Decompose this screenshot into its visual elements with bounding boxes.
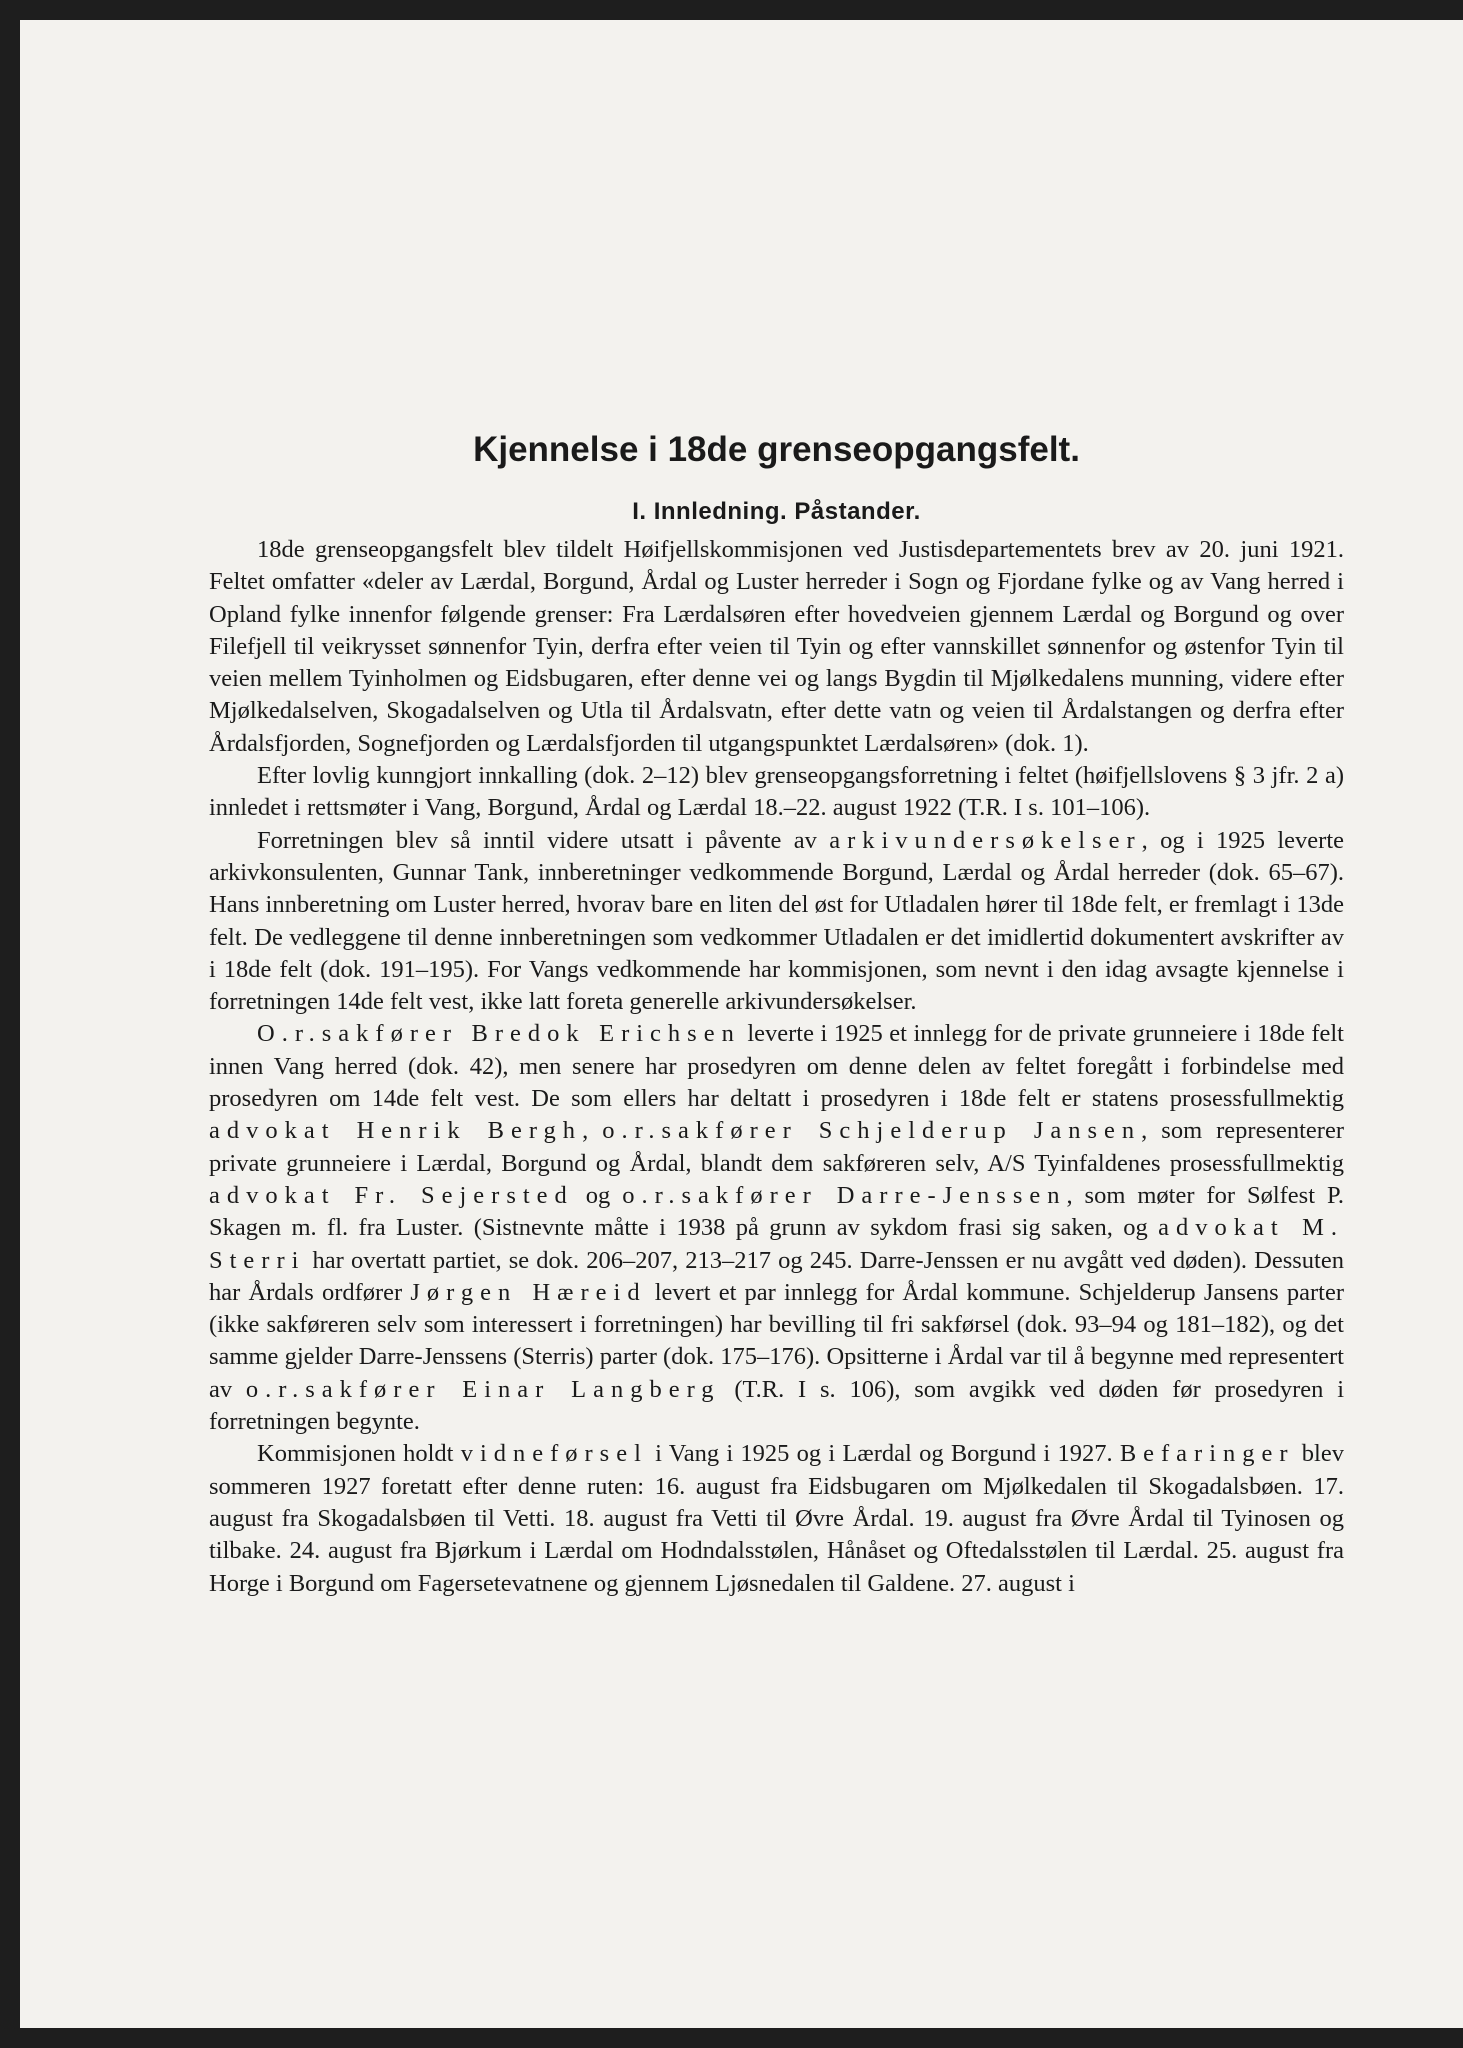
paragraph-5-text-a: Kommisjonen holdt [257,1440,461,1468]
paragraph-2 [209,760,1344,825]
paragraph-4-text-l: har overtatt partiet, se dok. 206–207, 213–217 og 245. Darre-Jenssen er nu avgått ved døden). Dessuten har Årdals ordfører [209,1246,1344,1306]
spaced-term-vidneforsel: vidneførsel [460,1440,648,1468]
page-content [209,430,1344,1600]
paragraph-1 [209,534,1344,760]
paragraph-5-text-c: i Vang i 1925 og i Lærdal og Borgund i 1927. [647,1440,1120,1468]
paragraph-3 [209,825,1344,1019]
paragraph-3-text-a: Forretningen blev så inntil videre utsatt i påvente av [257,826,830,854]
paragraph-4-text-b: leverte i 1925 et innlegg for de private grunneiere i 18de felt innen Vang herred (dok. 42), men senere har prosedyren om denne delen av feltet foregått i forbindelse med prosedyren om 14de felt vest. De som ellers har deltatt i prosedyren i 18de felt er statens prosessfullmektig [209,1020,1344,1113]
spaced-name-sejersted: advokat Fr. Sejersted [209,1181,574,1209]
document-page [20,20,1463,2028]
document-title: Kjennelse i 18de grenseopgangsfelt. [473,430,1080,469]
paragraph-4-text-d: , [582,1117,603,1145]
paragraph-3-text-c: , og i 1925 leverte arkivkonsulenten, Gunnar Tank, innberetninger vedkommende Borgund, Lærdal og Årdal herreder (dok. 65–67). Hans innberetning om Luster herred, hvorav bare en liten del øst for Utladalen hører til 18de felt, er fremlagt i 13de felt. De vedleggene til denne innberetningen som vedkommer Utladalen er det imidlertid dokumentert avskrifter av i 18de felt (dok. 191–195). For Vangs vedkommende har kommisjonen, som nevnt i den idag avsagte kjennelse i forretningen 14de felt vest, ikke latt foreta generelle arkivundersøkelser. [209,826,1345,1016]
paragraph-4-text-j: , som møter for Sølfest P. Skagen m. fl. fra Luster. (Sistnevnte måtte i 1938 på grunn av sykdom frasi sig saken, og [209,1181,1344,1242]
spaced-name-haereid: Jørgen Hæreid [410,1278,647,1306]
paragraph-4-text-h: og [573,1181,623,1209]
paragraph-4-text-p: (T.R. I s. 106), som avgikk ved døden før prosedyren i forretningen begynte. [209,1375,1344,1436]
spaced-name-erichsen: O.r.sakfører Bredok Erichsen [257,1020,741,1048]
paragraph-5 [209,1438,1344,1599]
paragraph-2-text: Efter lovlig kunngjort innkalling (dok. 2–12) blev grenseopgangsforretning i feltet (høifjellslovens § 3 jfr. 2 a) innledet i rettsmøter i Vang, Borgund, Årdal og Lærdal 18.–22. august 1922 (T.R. I s. 101–106). [209,762,1344,822]
paragraph-4-text-n: levert et par innlegg for Årdal kommune. Schjelderup Jansens parter (ikke sakføreren selv som interessert i forretningen) har bevilling til fri sakførsel (dok. 93–94 og 181–182), og det samme gjelder Darre-Jenssens (Sterris) parter (dok. 175–176). Opsitterne i Årdal var til å begynne med representert av [209,1278,1345,1403]
spaced-term-arkivundersokelser: arkivundersøkelser [829,826,1142,854]
paragraph-4 [209,1018,1344,1438]
spaced-name-bergh: advokat Henrik Bergh [209,1117,583,1145]
spaced-name-langberg: o.r.sakfører Einar Langberg [245,1375,721,1403]
section-heading: I. Innledning. Påstander. [632,498,921,525]
spaced-name-schjelderup-jansen: o.r.sakfører Schjelderup Jansen [602,1117,1142,1145]
spaced-term-befaringer: Befaringer [1119,1440,1295,1468]
spaced-name-darre-jenssen: o.r.sakfører Darre-Jenssen [622,1181,1067,1209]
paragraph-4-text-f: , som representerer private grunneiere i Lærdal, Borgund og Årdal, blandt dem sakføreren selv, A/S Tyinfaldenes prosessfullmektig [209,1117,1344,1177]
spaced-name-sterri: advokat M. Sterri [209,1214,1345,1274]
paragraph-5-text-e: blev sommeren 1927 foretatt efter denne ruten: 16. august fra Eidsbugaren om Mjølkedalen til Skogadalsbøen. 17. august fra Skogadalsbøen til Vetti. 18. august fra Vetti til Øvre Årdal. 19. august fra Øvre Årdal til Tyinosen og tilbake. 24. august fra Bjørkum i Lærdal om Hodndalsstølen, Hånåset og Oftedalsstølen til Lærdal. 25. august fra Horge i Borgund om Fagersetevatnene og gjennem Ljøsnedalen til Galdene. 27. august i [209,1440,1344,1597]
paragraph-1-text: 18de grenseopgangsfelt blev tildelt Høifjellskommisjonen ved Justisdepartementets brev av 20. juni 1921. Feltet omfatter «deler av Lærdal, Borgund, Årdal og Luster herreder i Sogn og Fjordane fylke og av Vang herred i Opland fylke innenfor følgende grenser: Fra Lærdalsøren efter hovedveien gjennem Lærdal og Borgund og over Filefjell til veikrysset sønnenfor Tyin, derfra efter veien til Tyin og efter vannskillet sønnenfor og østenfor Tyin til veien mellem Tyinholmen og Eidsbugaren, efter denne vei og langs Bygdin til Mjølkedalens munning, videre efter Mjølkedalselven, Skogadalselven og Utla til Årdalsvatn, efter dette vatn og veien til Årdalstangen og derfra efter Årdalsfjorden, Sognefjorden og Lærdalsfjorden til utgangspunktet Lærdalsøren» (dok. 1). [209,536,1344,757]
